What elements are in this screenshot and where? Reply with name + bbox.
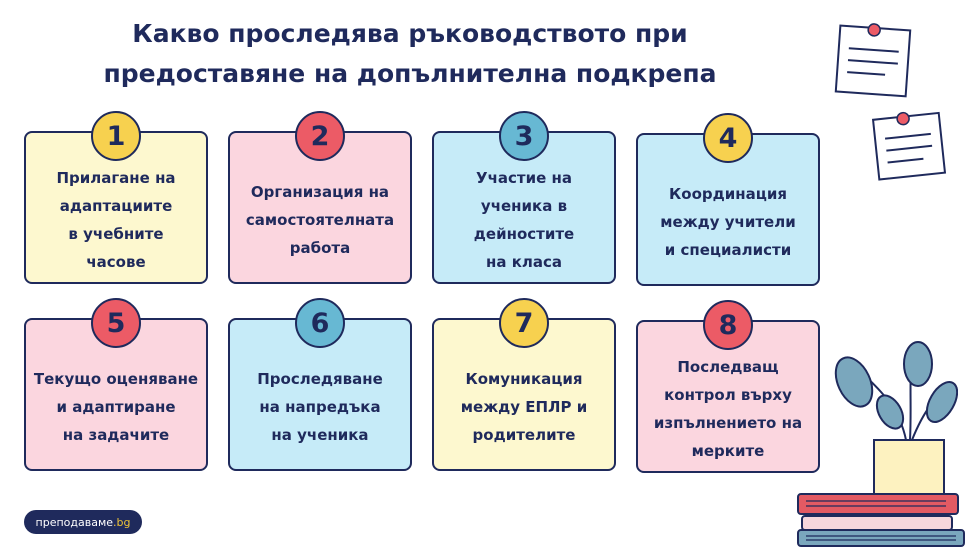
pinned-note-icon <box>866 106 956 186</box>
step-label: Последващ контрол върху изпълнението на мерките <box>653 357 803 460</box>
step-label: Прилагане на адаптациите в учебните часове <box>56 168 176 271</box>
step-label: Текущо оценяване и адаптиране на задачите <box>33 369 199 444</box>
logo-domain: .bg <box>113 515 131 529</box>
step-number-badge: 4 <box>703 113 753 163</box>
step-card-3 <box>432 120 616 284</box>
step-label: Участие на ученика в дейностите на класа <box>473 168 575 271</box>
step-number-badge: 2 <box>295 111 345 161</box>
step-card-1 <box>24 120 208 284</box>
step-card-6 <box>228 307 412 471</box>
pinned-note-icon <box>826 18 922 104</box>
step-card-8 <box>636 309 820 473</box>
book-stack-icon <box>796 490 966 548</box>
step-label: Организация на самостоятелната работа <box>245 182 395 257</box>
step-number-badge: 3 <box>499 111 549 161</box>
step-label: Проследяване на напредъка на ученика <box>257 369 383 444</box>
step-label: Комуникация между ЕПЛР и родителите <box>460 369 588 444</box>
step-card-7 <box>432 307 616 471</box>
step-label: Координация между учители и специалисти <box>660 184 796 259</box>
step-number-badge: 1 <box>91 111 141 161</box>
logo-name: преподаваме <box>35 515 114 529</box>
step-card-5 <box>24 307 208 471</box>
step-number-badge: 6 <box>295 298 345 348</box>
step-card-2 <box>228 120 412 284</box>
step-number-badge: 7 <box>499 298 549 348</box>
site-logo[interactable] <box>24 510 142 534</box>
step-number-badge: 8 <box>703 300 753 350</box>
page-title: Какво проследява ръководството при предоставяне на допълнителна подкрепа <box>103 19 717 88</box>
step-number-badge: 5 <box>91 298 141 348</box>
step-card-4 <box>636 122 820 286</box>
potted-plant-icon <box>828 340 958 500</box>
